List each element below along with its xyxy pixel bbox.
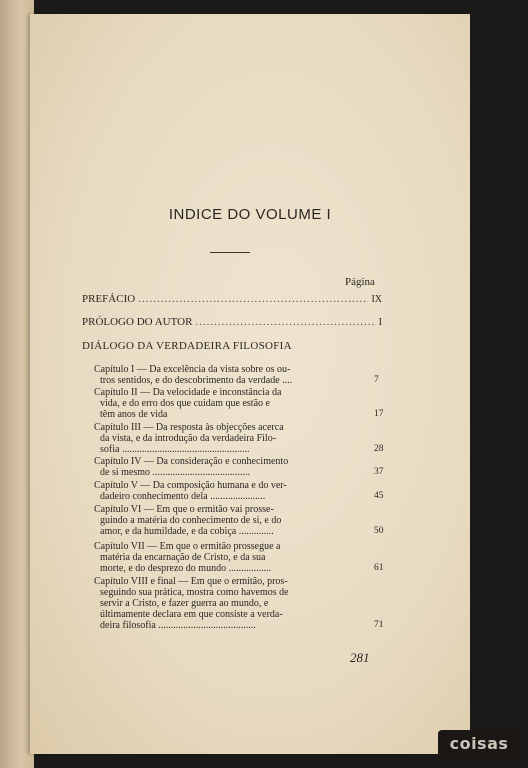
chapter-line: Capítulo III — Da resposta às objecções acerca xyxy=(94,422,284,433)
section-heading: DIÁLOGO DA VERDADEIRA FILOSOFIA xyxy=(82,340,292,352)
chapter-page-number: 7 xyxy=(374,375,379,385)
chapter-line: amor, e da humildade, e da cobiça .............. xyxy=(100,526,274,537)
chapter-line: guindo a matéria do conhecimento de si, e do xyxy=(100,515,282,526)
chapter-entry xyxy=(94,364,362,386)
book-page xyxy=(30,14,470,754)
chapter-page-number: 37 xyxy=(374,467,384,477)
chapter-line: têm anos de vida xyxy=(100,409,168,420)
chapter-page-number: 28 xyxy=(374,444,384,454)
chapter-line: Capítulo II — Da velocidade e inconstância da xyxy=(94,387,282,398)
chapter-line: Capítulo VI — Em que o ermitão vai prosse- xyxy=(94,504,274,515)
chapter-line: Capítulo IV — Da consideração e conhecimento xyxy=(94,456,289,467)
chapter-entry xyxy=(94,456,362,478)
watermark-logo: coisas xyxy=(438,730,520,758)
toc-entry xyxy=(82,316,382,328)
chapter-line: Capítulo V — Da composição humana e do ver- xyxy=(94,480,287,491)
toc-entry-label: PRÓLOGO DO AUTOR xyxy=(82,316,193,328)
toc-entry-page: IX xyxy=(371,294,382,305)
chapter-line: seguindo sua prática, mostra como havemos de xyxy=(100,587,289,598)
chapter-line: últimamente declara em que consiste a verda- xyxy=(100,609,283,620)
leader-dots xyxy=(138,293,368,305)
chapter-line: deira filosofia ....................................... xyxy=(100,620,256,631)
chapter-line: Capítulo VII — Em que o ermitão prossegue a xyxy=(94,541,281,552)
chapter-entry xyxy=(94,576,362,631)
chapter-line: sofia ................................................... xyxy=(100,444,250,455)
chapter-line: Capítulo VIII e final — Em que o ermitão, pros- xyxy=(94,576,288,587)
toc-entry-label: PREFÁCIO xyxy=(82,293,136,305)
chapter-line: dadeiro conhecimento dela ...................... xyxy=(100,491,266,502)
chapter-entry xyxy=(94,504,362,537)
toc-entry-page: I xyxy=(378,317,382,328)
chapter-entry xyxy=(94,541,362,574)
chapter-page-number: 50 xyxy=(374,526,384,536)
toc-entry xyxy=(82,293,382,305)
chapter-page-number: 71 xyxy=(374,620,384,630)
chapter-entry xyxy=(94,422,362,455)
chapter-line: matéria da encarnação de Cristo, e da sua xyxy=(100,552,266,563)
chapter-line: morte, e do desprezo do mundo ................. xyxy=(100,563,272,574)
chapter-line: de si mesmo ....................................... xyxy=(100,467,250,478)
chapter-entry xyxy=(94,480,362,502)
leader-dots xyxy=(195,316,375,328)
chapter-line: da vista, e da introdução da verdadeira Filo- xyxy=(100,433,277,444)
chapter-line: tros sentidos, e do descobrimento da verdade .... xyxy=(100,375,293,386)
chapter-page-number: 45 xyxy=(374,491,384,501)
page-title: INDICE DO VOLUME I xyxy=(168,206,332,223)
chapter-line: servir a Cristo, e fazer guerra ao mundo, e xyxy=(100,598,269,609)
chapter-line: Capítulo I — Da excelência da vista sobre os ou- xyxy=(94,364,291,375)
book-page-edge xyxy=(0,0,34,768)
title-rule xyxy=(210,252,250,253)
chapter-line: vida, e do erro dos que cuidam que estão e xyxy=(100,398,270,409)
chapter-entry xyxy=(94,387,362,420)
folio-number: 281 xyxy=(350,650,370,665)
chapter-page-number: 61 xyxy=(374,563,384,573)
chapter-page-number: 17 xyxy=(374,409,384,419)
pagina-column-label: Página xyxy=(345,276,375,288)
